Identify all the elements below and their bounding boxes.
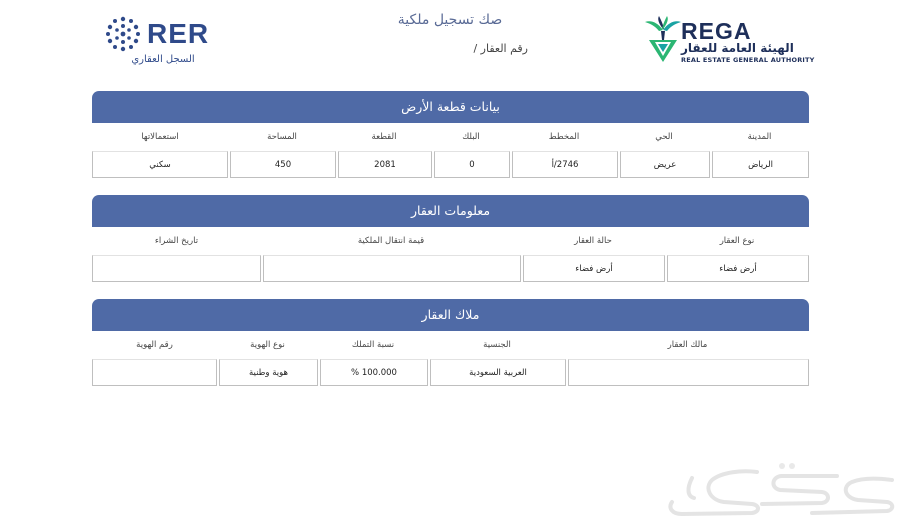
nationality-value: العربية السعودية [430,359,566,386]
property-info-labels-row [92,227,809,255]
area-value: 450 [230,151,336,178]
owners-section-title: ملاك العقار [92,299,809,331]
owners-section [92,299,809,387]
transfer-value-label: قيمة انتقال الملكية [357,236,425,246]
purchase-date-value [92,255,261,282]
land-plot-section [92,91,809,179]
rer-logo-subtitle: السجل العقاري [131,54,195,65]
property-status-label: حالة العقار [574,236,612,246]
property-status-value: أرض فضاء [523,255,665,282]
property-number-label: رقم العقار / [473,42,528,55]
purchase-date-label: تاريخ الشراء [154,236,199,246]
nationality-label: الجنسية [483,340,511,350]
rega-logo-text: REGA [681,18,752,44]
rer-dots-icon [105,16,141,52]
owner-name-label: مالك العقار [667,340,708,350]
ownership-ratio-label: نسبة التملك [351,340,395,350]
rer-logo [105,16,220,68]
haraj-watermark-icon [662,458,897,518]
area-label: المساحة [267,132,297,142]
document-header [0,0,900,90]
usage-label: استعمالاتها [141,132,179,142]
land-plot-section-title: بيانات قطعة الأرض [92,91,809,123]
rega-logo-english: REAL ESTATE GENERAL AUTHORITY [681,56,815,64]
id-type-label: نوع الهوية [250,340,285,350]
plan-value: 2746/أ [512,151,618,178]
property-info-values-row [92,255,809,283]
property-info-section [92,195,809,283]
plot-value: 2081 [338,151,432,178]
page-title: صك تسجيل ملكية [397,12,503,28]
owners-values-row [92,359,809,387]
rega-logo [645,16,815,68]
plan-label: المخطط [548,132,580,142]
city-label: المدينة [747,132,772,142]
id-number-value [92,359,217,386]
district-value: عريض [620,151,710,178]
transfer-value-value [263,255,521,282]
block-value: 0 [434,151,510,178]
property-type-label: نوع العقار [719,236,755,246]
rega-logo-arabic: الهيئة العامة للعقار [681,41,794,55]
property-info-section-title: معلومات العقار [92,195,809,227]
plot-label: القطعة [371,132,397,142]
block-label: البلك [462,132,480,142]
land-plot-labels-row [92,123,809,151]
land-plot-values-row [92,151,809,179]
district-label: الحي [655,132,673,142]
owners-labels-row [92,331,809,359]
id-number-label: رقم الهوية [136,340,173,350]
property-type-value: أرض فضاء [667,255,809,282]
ownership-ratio-value: 100.000 % [320,359,428,386]
rer-logo-text: RER [147,18,210,49]
usage-value: سكني [92,151,228,178]
id-type-value: هوية وطنية [219,359,318,386]
owner-name-value [568,359,809,386]
palm-tree-icon [645,16,681,62]
city-value: الرياض [712,151,809,178]
